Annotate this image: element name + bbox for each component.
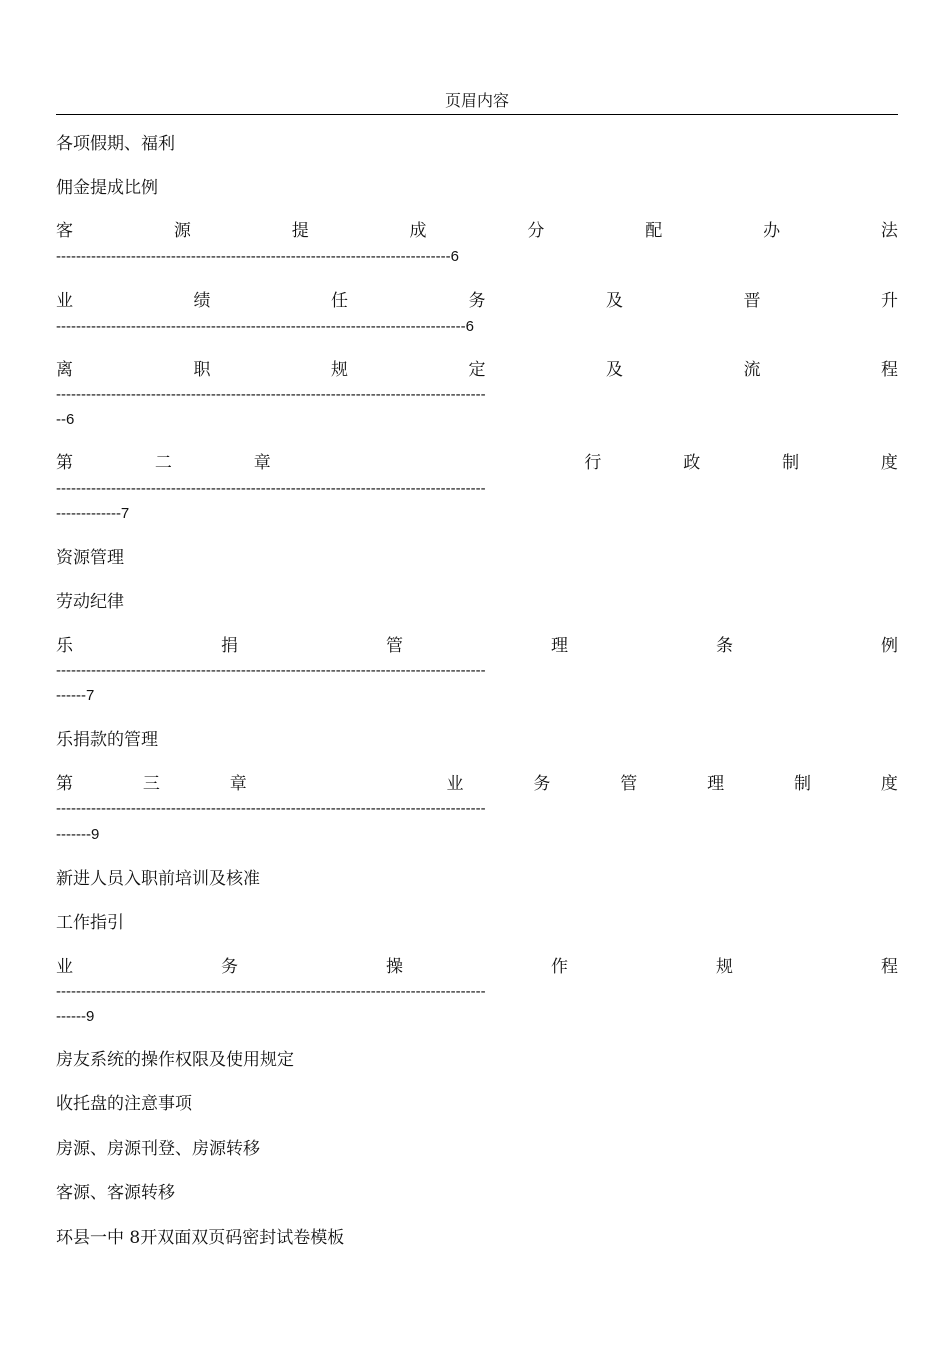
toc-char: 章 (253, 453, 271, 473)
toc-char: 度 (880, 453, 898, 473)
toc-leader-page: --6 (56, 411, 75, 428)
toc-char: 流 (743, 360, 761, 380)
toc-char: 业 (446, 774, 464, 794)
page-header: 页眉内容 (444, 91, 509, 110)
toc-char: 理 (551, 636, 568, 656)
toc-char: 任 (331, 291, 348, 311)
toc-char: 及 (606, 291, 623, 311)
toc-char: 务 (221, 957, 238, 977)
toc-leader-page: ------9 (56, 1008, 95, 1025)
toc-char: 操 (386, 957, 403, 977)
toc-char: 理 (707, 774, 725, 794)
toc-line-system-permissions: 房友系统的操作权限及使用规定 (56, 1050, 294, 1070)
toc-char: 管 (620, 774, 638, 794)
toc-char: 二 (154, 453, 172, 473)
toc-char: 捐 (221, 636, 238, 656)
toc-char: 三 (142, 774, 160, 794)
toc-line-deposit-notes: 收托盘的注意事项 (56, 1094, 192, 1114)
toc-char: 办 (763, 221, 781, 241)
toc-line-holidays: 各项假期、福利 (56, 134, 175, 154)
toc-entry-customer-source (56, 220, 898, 242)
toc-line-discipline: 劳动纪律 (56, 592, 124, 612)
toc-char: 客 (56, 221, 73, 241)
toc-leader: -------------------------------------------------------------------------------------- (56, 386, 486, 403)
toc-char: 及 (606, 360, 623, 380)
toc-char: 程 (881, 360, 898, 380)
toc-char: 务 (533, 774, 551, 794)
toc-leader: -------------------------------------------------------------------------------6 (56, 248, 459, 265)
toc-leader: -------------------------------------------------------------------------------------- (56, 662, 486, 679)
toc-leader-page: -------9 (56, 826, 100, 843)
toc-char: 作 (551, 957, 568, 977)
toc-leader: ----------------------------------------------------------------------------------6 (56, 318, 474, 335)
toc-char: 度 (880, 774, 898, 794)
toc-char: 提 (291, 221, 309, 241)
toc-char: 职 (193, 360, 211, 380)
toc-leader-page: ------7 (56, 687, 95, 704)
toc-char: 绩 (193, 291, 211, 311)
toc-char: 制 (794, 774, 811, 794)
toc-line-customers: 客源、客源转移 (56, 1183, 175, 1203)
toc-line-work-guide: 工作指引 (56, 913, 124, 933)
toc-leader: -------------------------------------------------------------------------------------- (56, 983, 486, 1000)
toc-leader-page: -------------7 (56, 505, 130, 522)
toc-char: 离 (56, 360, 73, 380)
toc-char: 第 (56, 453, 73, 473)
toc-char: 配 (645, 221, 663, 241)
toc-char: 第 (56, 774, 73, 794)
toc-line-fines-management: 乐捐款的管理 (56, 730, 158, 750)
toc-char: 程 (881, 957, 898, 977)
toc-entry-chapter-2 (56, 452, 898, 474)
toc-char: 乐 (56, 636, 73, 656)
toc-leader: -------------------------------------------------------------------------------------- (56, 800, 486, 817)
toc-line-listings: 房源、房源刊登、房源转移 (56, 1139, 260, 1159)
toc-char: 源 (173, 221, 191, 241)
toc-char: 定 (468, 360, 486, 380)
toc-line-commission: 佣金提成比例 (56, 178, 158, 198)
toc-entry-chapter-3 (56, 773, 898, 795)
toc-char: 业 (56, 957, 73, 977)
toc-char: 章 (229, 774, 247, 794)
toc-char: 规 (331, 360, 348, 380)
document-footer-text: 环县一中 8开双面双页码密封试卷模板 (56, 1228, 345, 1248)
toc-char: 规 (716, 957, 733, 977)
toc-entry-resignation (56, 359, 898, 381)
toc-char: 成 (409, 221, 427, 241)
toc-char: 政 (683, 453, 701, 473)
toc-char: 务 (468, 291, 486, 311)
toc-leader: -------------------------------------------------------------------------------------- (56, 480, 486, 497)
toc-char: 制 (782, 453, 800, 473)
toc-char: 晋 (743, 291, 761, 311)
toc-line-training: 新进人员入职前培训及核准 (56, 869, 260, 889)
toc-char: 管 (386, 636, 403, 656)
toc-char: 条 (716, 636, 733, 656)
toc-char: 升 (881, 291, 898, 311)
toc-char: 分 (527, 221, 545, 241)
toc-char: 例 (881, 636, 898, 656)
toc-char: 法 (880, 221, 898, 241)
toc-entry-fines (56, 635, 898, 657)
toc-char: 业 (56, 291, 73, 311)
toc-entry-operations (56, 956, 898, 978)
header-rule (56, 114, 898, 115)
toc-char: 行 (584, 453, 602, 473)
toc-entry-performance (56, 290, 898, 312)
toc-line-resources: 资源管理 (56, 548, 124, 568)
